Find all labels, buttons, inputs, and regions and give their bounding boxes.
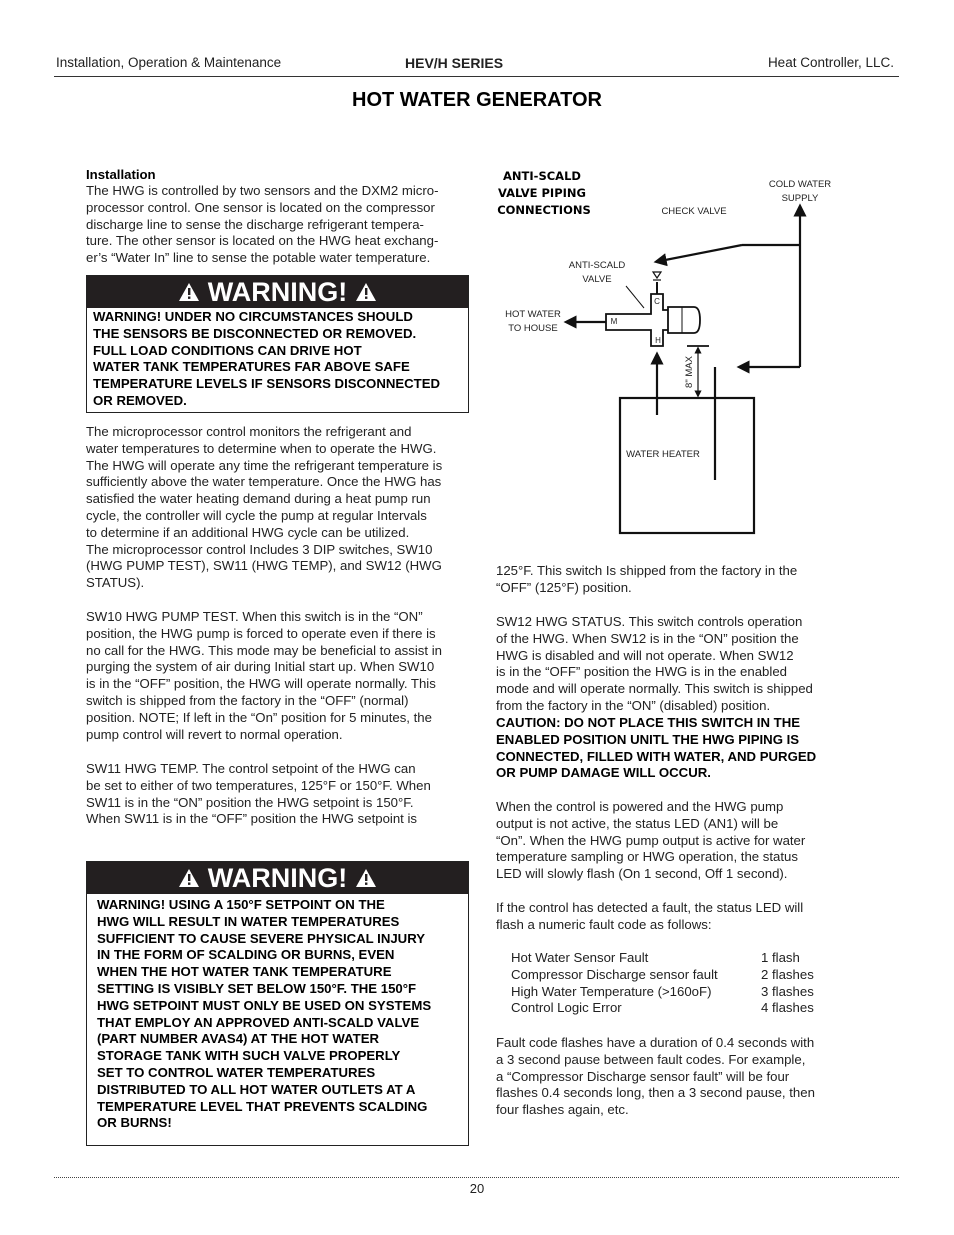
header-right: Heat Controller, LLC. bbox=[767, 55, 894, 70]
caution-text: CAUTION: DO NOT PLACE THIS SWITCH IN THE ENABLED POSITION UNITL THE HWG PIPING IS CONNECTED, FILLED WITH WATER, AND PURGED OR PUMP DAMAGE WILL OCCUR. bbox=[496, 715, 817, 781]
water-heater-label: WATER HEATER bbox=[626, 449, 700, 460]
warning-title-2: WARNING! bbox=[207, 862, 348, 893]
warning-banner-2 bbox=[87, 862, 468, 894]
warning-box-2 bbox=[86, 861, 469, 1146]
warning-triangle-icon bbox=[178, 868, 200, 888]
header-rule bbox=[54, 76, 899, 77]
page-number: 20 bbox=[469, 1181, 485, 1196]
port-m-label: M bbox=[610, 317, 618, 326]
fault-name: Hot Water Sensor Fault bbox=[511, 950, 649, 965]
check-valve-icon bbox=[653, 272, 661, 278]
max-dimension-label: 8" MAX bbox=[684, 356, 695, 388]
check-valve-label: CHECK VALVE bbox=[661, 206, 727, 217]
anti-scald-piping-diagram bbox=[494, 160, 844, 545]
para-fault-intro: If the control has detected a fault, the status LED will flash a numeric fault code as follows: bbox=[496, 900, 804, 932]
install-text: The HWG is controlled by two sensors and the DXM2 micro- processor control. One sensor is located on the compressor discharge line to sense the discharge refrigerant tempera- ture. The other sensor is located on the HWG heat exchang- er’s “Water In” line to sense the potable water temperature. bbox=[86, 183, 439, 266]
fault-code: 3 flashes bbox=[761, 983, 814, 999]
install-heading: Installation bbox=[86, 167, 156, 182]
anti-scald-valve-label: ANTI-SCALD VALVE bbox=[568, 260, 626, 285]
fault-row bbox=[511, 967, 841, 984]
warning-text-2: WARNING! USING A 150°F SETPOINT ON THE HWG WILL RESULT IN WATER TEMPERATURES SUFFICIENT TO CAUSE SEVERE PHYSICAL INJURY IN THE FORM OF SCALDING OR BURNS, EVEN WHEN THE HOT WATER TANK TEMPERATURE SETTING IS VISIBLY SET BELOW 150°F. THE 150°F HWG SETPOINT MUST ONLY BE USED ON SYSTEMS THAT EMPLOY AN APPROVED ANTI-SCALD VALVE (PART NUMBER AVAS4) AT THE HOT WATER STORAGE TANK WITH SUCH VALVE PROPERLY SET TO CONTROL WATER TEMPERATURES DISTRIBUTED TO ALL HOT WATER OUTLETS AT A TEMPERATURE LEVEL THAT PREVENTS SCALDING OR BURNS! bbox=[97, 897, 432, 1131]
para-microprocessor: The microprocessor control monitors the refrigerant and water temperatures to determine when to operate the HWG. The HWG will operate any time the refrigerant temperature is sufficiently above the water temperature. Once the HWG has satisfied the water heating demand during a heat pump run cycle, the controller will cycle the pump at regular Intervals to determine if an additional HWG cycle can be utilized. The microprocessor control Includes 3 DIP switches, SW10 (HWG PUMP TEST), SW11 (HWG TEMP), and SW12 (HWG STATUS). bbox=[86, 424, 443, 591]
anti-scald-pointer bbox=[626, 286, 644, 308]
fault-row bbox=[511, 984, 841, 1001]
para-sw11-continued: 125°F. This switch Is shipped from the factory in the “OFF” (125°F) position. bbox=[496, 563, 798, 595]
warning-text-1: WARNING! UNDER NO CIRCUMSTANCES SHOULD THE SENSORS BE DISCONNECTED OR REMOVED. FULL LOAD CONDITIONS CAN DRIVE HOT WATER TANK TEMPERATURES FAR ABOVE SAFE TEMPERATURE LEVELS IF SENSORS DISCONNECTED OR REMOVED. bbox=[93, 309, 441, 408]
diagram-heading bbox=[497, 169, 591, 217]
para-fault-flashes: Fault code flashes have a duration of 0.4 seconds with a 3 second pause between fault codes. For example, a “Compressor Discharge sensor fault” will be four flashes 0.4 seconds long, then a 3 second pause, then four flashes again, etc. bbox=[496, 1035, 815, 1118]
check-valve-pointer bbox=[660, 245, 742, 261]
header-series: HEV/H SERIES bbox=[405, 55, 504, 71]
para-sw11: SW11 HWG TEMP. The control setpoint of the HWG can be set to either of two temperatures, 125°F or 150°F. When SW11 is in the “ON” position the HWG setpoint is 150°F. When SW11 is in the “OFF” position the HWG setpoint is bbox=[86, 761, 431, 827]
diagram-heading-line: VALVE PIPING bbox=[497, 186, 586, 200]
warning-triangle-icon bbox=[178, 282, 200, 302]
fault-code: 4 flashes bbox=[761, 1000, 814, 1016]
fault-code: 1 flash bbox=[761, 950, 800, 965]
warning-title-1: WARNING! bbox=[207, 276, 348, 307]
header-left: Installation, Operation & Maintenance bbox=[56, 55, 282, 70]
fault-code-list bbox=[511, 950, 841, 1017]
fault-row bbox=[511, 950, 841, 967]
fault-name: High Water Temperature (>160oF) bbox=[511, 983, 712, 999]
warning-box-1 bbox=[86, 275, 469, 413]
water-heater-tank bbox=[620, 398, 754, 533]
warning-banner-1 bbox=[87, 276, 468, 308]
hot-water-label: HOT WATER TO HOUSE bbox=[505, 309, 561, 334]
diagram-heading-line: CONNECTIONS bbox=[497, 203, 591, 217]
para-sw12: SW12 HWG STATUS. This switch controls operation of the HWG. When SW12 is in the “ON” position the HWG is disabled and will not operate. When SW12 is in the “OFF” position the HWG is in the enabled mode and will operate normally. This switch is shipped from the factory in the “ON” (disabled) position. bbox=[496, 614, 813, 713]
page-title: HOT WATER GENERATOR bbox=[352, 89, 602, 111]
port-c-label: C bbox=[654, 297, 660, 306]
warning-triangle-icon bbox=[355, 282, 377, 302]
diagram-heading-line: ANTI-SCALD bbox=[503, 169, 581, 183]
fault-row bbox=[511, 1000, 841, 1017]
fault-name: Control Logic Error bbox=[511, 1000, 622, 1016]
cold-water-label: COLD WATER SUPPLY bbox=[768, 179, 832, 204]
warning-triangle-icon bbox=[355, 868, 377, 888]
para-sw10: SW10 HWG PUMP TEST. When this switch is in the “ON” position, the HWG pump is forced to operate even if there is no call for the HWG. This mode may be beneficial to assist in purging the system of air during Initial start up. When SW10 is in the “OFF” position, the HWG will operate normally. This switch is shipped from the factory in the “OFF” (normal) position. NOTE; If left in the “On” position for 5 minutes, the pump control will revert to normal operation. bbox=[86, 609, 442, 742]
port-h-label: H bbox=[655, 336, 661, 345]
fault-name: Compressor Discharge sensor fault bbox=[511, 966, 718, 982]
footer-dotted-rule bbox=[54, 1177, 899, 1178]
fault-code: 2 flashes bbox=[761, 966, 814, 982]
para-status-led: When the control is powered and the HWG pump output is not active, the status LED (AN1) will be “On”. When the HWG pump output is active for water temperature sampling or HWG operation, the status LED will slowly flash (On 1 second, Off 1 second). bbox=[496, 799, 806, 882]
